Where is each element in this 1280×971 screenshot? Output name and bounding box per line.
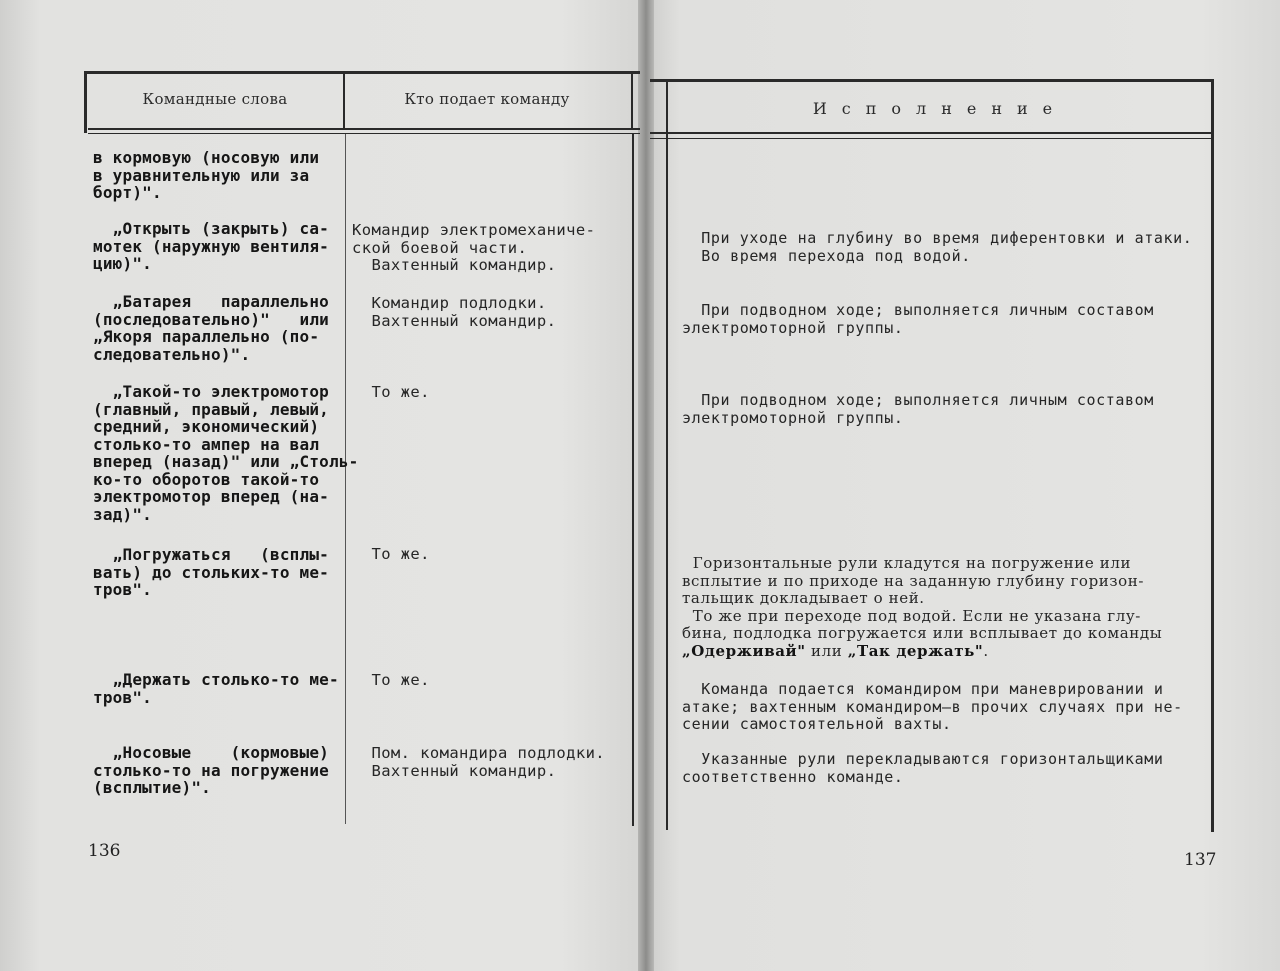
right-page (640, 0, 1280, 971)
execution-cell-5-text: Горизонтальные рули кладутся на погружение или всплытие и по приходе на заданную глубину горизон- тальщик докладывает о ней. То же при переходе под водой. Если не указана глу- бина, подлодка погружается или всплывает до команды (682, 554, 1163, 642)
bold-end: . (983, 641, 989, 660)
command-cell-4: „Такой-то электромотор (главный, правый, левый, средний, экономический) столько-то ампер на вал вперед (назад)" или „Столь- ко-то оборотов такой-то электромотор вперед (на- зад)". (93, 382, 359, 524)
bold-joiner: или (805, 641, 848, 660)
who-cell-7: Пом. командира подлодки. Вахтенный командир. (371, 744, 606, 780)
execution-cell-3: При подводном ходе; выполняется личным составом электромоторной группы. (682, 301, 1154, 337)
right-outer-border (1211, 80, 1214, 832)
header-who-gives: Кто подает команду (404, 90, 570, 108)
left-body-right-border (632, 134, 634, 826)
execution-cell-2: При уходе на глубину во время диферентовки и атаки. Во время перехода под водой. (701, 229, 1193, 265)
left-col-divider (343, 73, 345, 129)
header-command-words: Командные слова (142, 90, 288, 108)
command-cell-2: „Открыть (закрыть) са- мотек (наружную вентиля- цию)". (93, 219, 329, 273)
who-cell-3: Командир подлодки. Вахтенный командир. (371, 294, 557, 330)
who-cell-6: То же. (352, 671, 430, 689)
right-header-rule-2 (650, 138, 1214, 139)
bold-command-hold: „Одерживай" (682, 641, 806, 660)
execution-cell-6: Команда подается командиром при маневрировании и атаке; вахтенным командиром—в прочих случаях при не- сении самостоятельной вахты. (682, 680, 1183, 733)
left-header-rule-1 (88, 128, 640, 130)
left-col-divider-right (631, 73, 633, 129)
command-cell-6: „Держать столько-то ме- тров". (93, 670, 339, 707)
who-cell-2: Командир электромеханиче- ской боевой части. Вахтенный командир. (352, 221, 596, 274)
execution-cell-5 (682, 555, 1162, 660)
bold-command-keep: „Так держать" (847, 641, 984, 660)
page-number-left: 136 (88, 841, 121, 861)
left-outer-border (84, 71, 87, 133)
command-cell-5: „Погружаться (всплы- вать) до стольких-то ме- тров". (93, 545, 329, 599)
book-gutter (638, 0, 654, 971)
command-cell-7: „Носовые (кормовые) столько-то на погружение (всплытие)". (93, 743, 329, 797)
right-top-border (650, 79, 1214, 82)
right-header-rule-1 (650, 132, 1214, 134)
left-header-rule-2 (88, 133, 640, 134)
left-top-border (84, 71, 640, 74)
page-number-right: 137 (1184, 850, 1217, 870)
execution-cell-4: При подводном ходе; выполняется личным составом электромоторной группы. (682, 391, 1154, 427)
who-cell-4: То же. (352, 383, 430, 401)
execution-cell-7: Указанные рули перекладываются горизонтальщиками соответственно команде. (682, 750, 1164, 786)
command-cell-1: в кормовую (носовую или в уравнительную или за борт)". (93, 148, 320, 202)
header-execution: Исполнение (812, 99, 1068, 118)
command-cell-3: „Батарея параллельно (последовательно)" или „Якоря параллельно (по- следовательно)". (93, 292, 329, 364)
right-inner-border (666, 80, 668, 830)
who-cell-5: То же. (352, 545, 430, 563)
